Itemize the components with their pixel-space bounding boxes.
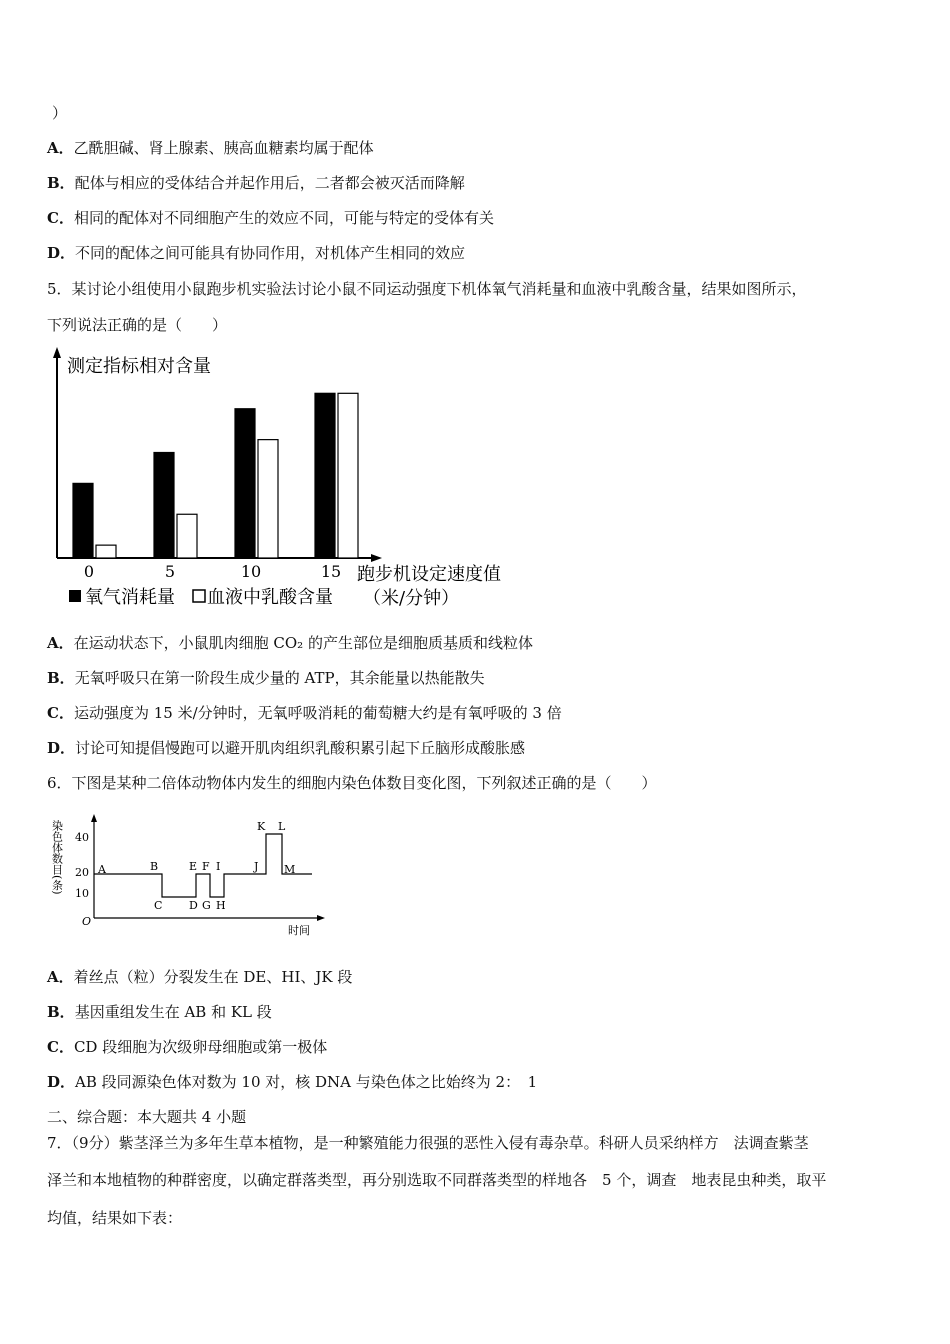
q5-option-a: A．在运动状态下，小鼠肌肉细胞 CO₂ 的产生部位是细胞质基质和线粒体 [47, 634, 533, 652]
q5-option-c: C．运动强度为 15 米/分钟时，无氧呼吸消耗的葡萄糖大约是有氧呼吸的 3 倍 [47, 704, 562, 722]
x-axis-arrow [371, 554, 382, 562]
q5-stem-line1: 5．某讨论小组使用小鼠跑步机实验法讨论小鼠不同运动强度下机体氧气消耗量和血液中乳酸含量，结果如图所示， [47, 280, 807, 298]
x-tick-10: 10 [240, 562, 262, 581]
q4-option-c: C．相同的配体对不同细胞产生的效应不同，可能与特定的受体有关 [47, 209, 494, 227]
bar-lactate-10 [258, 440, 278, 558]
bar-oxygen-0 [73, 483, 93, 558]
y-tick-10: 10 [75, 887, 89, 900]
point-label-j: J [254, 860, 259, 873]
legend-label-lactate: 血液中乳酸含量 [207, 587, 333, 608]
y-axis-label: 染色体数目(条) [50, 820, 64, 895]
q4-option-a: A．乙酰胆碱、肾上腺素、胰高血糖素均属于配体 [47, 139, 374, 157]
legend-label-oxygen: 氧气消耗量 [85, 587, 175, 608]
chromosome-chart [50, 812, 340, 942]
point-label-i: I [216, 860, 221, 873]
q6-option-b: B．基因重组发生在 AB 和 KL 段 [47, 1003, 272, 1021]
y-axis-arrow [91, 814, 97, 822]
q7-line3: 均值，结果如下表： [47, 1209, 183, 1227]
point-label-f: F [202, 860, 210, 873]
legend-swatch-oxygen [69, 590, 81, 602]
section-heading: 二、综合题：本大题共 4 小题 [47, 1108, 247, 1126]
point-label-a: A [98, 863, 106, 876]
legend-swatch-lactate [193, 590, 205, 602]
x-tick-0: 0 [83, 562, 95, 581]
x-axis-label: 跑步机设定速度值 [357, 564, 501, 585]
origin-label: O [82, 915, 92, 928]
x-tick-15: 15 [320, 562, 342, 581]
y-tick-20: 20 [75, 866, 89, 879]
x-axis-label: 时间 [288, 924, 310, 937]
q5-option-d: D．讨论可知提倡慢跑可以避开肌肉组织乳酸积累引起下丘脑形成酸胀感 [47, 739, 526, 757]
q7-line1: 7．（9分）紫茎泽兰为多年生草本植物，是一种繁殖能力很强的恶性入侵有毒杂草。科研人员采纳样方 法调查紫茎 [47, 1134, 809, 1152]
point-label-h: H [216, 899, 226, 912]
q6-option-c: C．CD 段细胞为次级卵母细胞或第一极体 [47, 1038, 328, 1056]
x-axis-arrow [317, 915, 325, 921]
bar-lactate-15 [338, 393, 358, 558]
q7-line2: 泽兰和本地植物的种群密度，以确定群落类型，再分别选取不同群落类型的样地各 5 个，调查 地表昆虫种类，取平 [47, 1171, 827, 1189]
bar-lactate-0 [96, 545, 116, 558]
point-label-e: E [189, 860, 198, 873]
q6-stem: 6．下图是某种二倍体动物体内发生的细胞内染色体数目变化图，下列叙述正确的是（ ） [47, 774, 657, 792]
x-tick-5: 5 [164, 562, 176, 581]
q4-option-d: D．不同的配体之间可能具有协同作用，对机体产生相同的效应 [47, 244, 466, 262]
y-tick-40: 40 [75, 831, 89, 844]
bar-oxygen-5 [154, 452, 174, 558]
point-label-l: L [278, 820, 286, 833]
x-axis-unit: （米/分钟） [363, 588, 460, 609]
q5-stem-line2: 下列说法正确的是（ ） [47, 316, 228, 334]
point-label-c: C [154, 899, 163, 912]
q5-option-b: B．无氧呼吸只在第一阶段生成少量的 ATP，其余能量以热能散失 [47, 669, 485, 687]
point-label-k: K [257, 820, 266, 833]
bar-lactate-5 [177, 514, 197, 558]
bar-oxygen-10 [235, 409, 255, 558]
point-label-d: D [189, 899, 198, 912]
bar-oxygen-15 [315, 393, 335, 558]
q6-option-d: D．AB 段同源染色体对数为 10 对，核 DNA 与染色体之比始终为 2： 1 [47, 1073, 538, 1091]
q4-paren-close: ） [52, 104, 68, 122]
q4-option-b: B．配体与相应的受体结合并起作用后，二者都会被灭活而降解 [47, 174, 465, 192]
y-axis-arrow [53, 347, 61, 358]
point-label-b: B [150, 860, 159, 873]
q6-option-a: A．着丝点（粒）分裂发生在 DE、HI、JK 段 [47, 968, 353, 986]
point-label-m: M [284, 863, 296, 876]
bar-chart [45, 345, 525, 615]
y-axis-label: 测定指标相对含量 [67, 356, 211, 377]
point-label-g: G [202, 899, 211, 912]
